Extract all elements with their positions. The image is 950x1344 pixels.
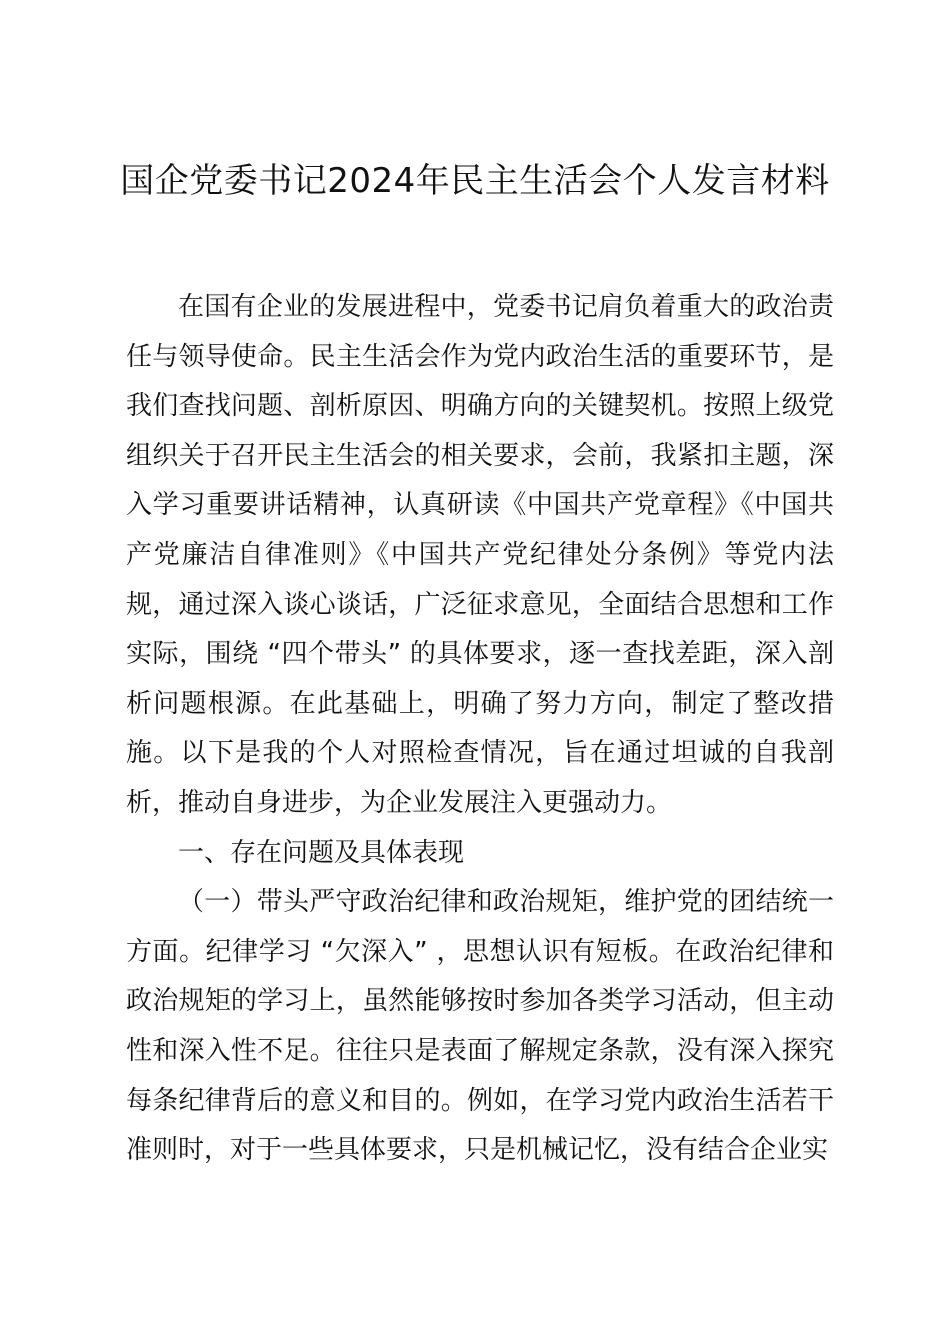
paragraph-discipline: （一）带头严守政治纪律和政治规矩，维护党的团结统一方面。纪律学习 “欠深入” ，思想认识有短板。在政治纪律和政治规矩的学习上，虽然能够按时参加各类学习活动，但主动性和深入性不足。往往只是表面了解规定条款，没有深入探究每条纪律背后的意义和目的。例如，在学习党内政治生活若干准则时，对于一些具体要求，只是机械记忆，没有结合企业实 (126, 887, 834, 1166)
document-title: 国企党委书记2024年民主生活会个人发言材料 (120, 161, 830, 201)
document-body (126, 283, 834, 1176)
paragraph-intro: 在国有企业的发展进程中，党委书记肩负着重大的政治责任与领导使命。民主生活会作为党内政治生活的重要环节，是我们查找问题、剖析原因、明确方向的关键契机。按照上级党组织关于召开民主生活会的相关要求，会前，我紧扣主题，深入学习重要讲话精神，认真研读《中国共产党章程》《中国共产党廉洁自律准则》《中国共产党纪律处分条例》等党内法规，通过深入谈心谈话，广泛征求意见，全面结合思想和工作实际，围绕 “四个带头” 的具体要求，逐一查找差距，深入剖析问题根源。在此基础上，明确了努力方向，制定了整改措施。以下是我的个人对照检查情况，旨在通过坦诚的自我剖析，推动自身进步，为企业发展注入更强动力。 (126, 292, 834, 818)
section-heading: 一、存在问题及具体表现 (178, 837, 465, 868)
